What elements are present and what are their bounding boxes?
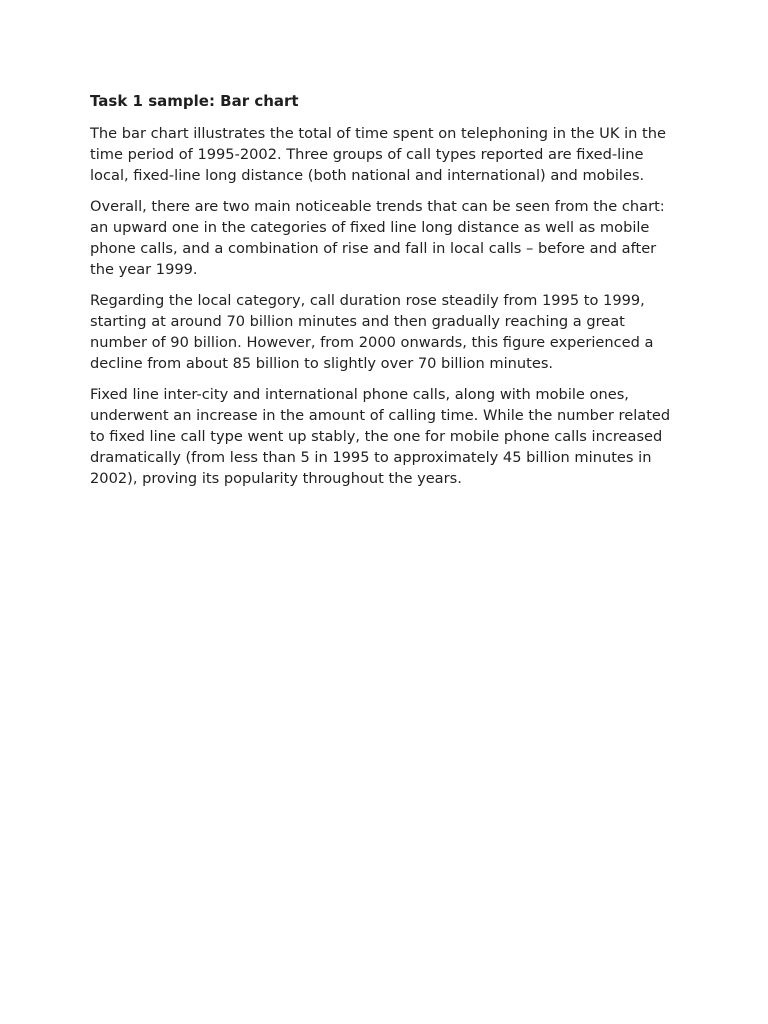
document-title: Task 1 sample: Bar chart [90, 92, 299, 110]
document-page [90, 90, 680, 499]
paragraph-intro: The bar chart illustrates the total of time spent on telephoning in the UK in the time period of 1995-2002. Three groups of call types reported are fixed-line local, fixed-line long distance (both national and international) and mobiles. [90, 125, 666, 184]
paragraph-overview: Overall, there are two main noticeable trends that can be seen from the chart: an upward one in the categories of fixed line long distance as well as mobile phone calls, and a combination of rise and fall in local calls – before and after the year 1999. [90, 198, 665, 278]
paragraph-long-distance-mobile: Fixed line inter-city and international phone calls, along with mobile ones, underwent an increase in the amount of calling time. While the number related to fixed line call type went up stably, the one for mobile phone calls increased dramatically (from less than 5 in 1995 to approximately 45 billion minutes in 2002), proving its popularity throughout the years. [90, 386, 671, 487]
paragraph-local-calls: Regarding the local category, call duration rose steadily from 1995 to 1999, starting at around 70 billion minutes and then gradually reaching a great number of 90 billion. However, from 2000 onwards, this figure experienced a decline from about 85 billion to slightly over 70 billion minutes. [90, 292, 654, 372]
